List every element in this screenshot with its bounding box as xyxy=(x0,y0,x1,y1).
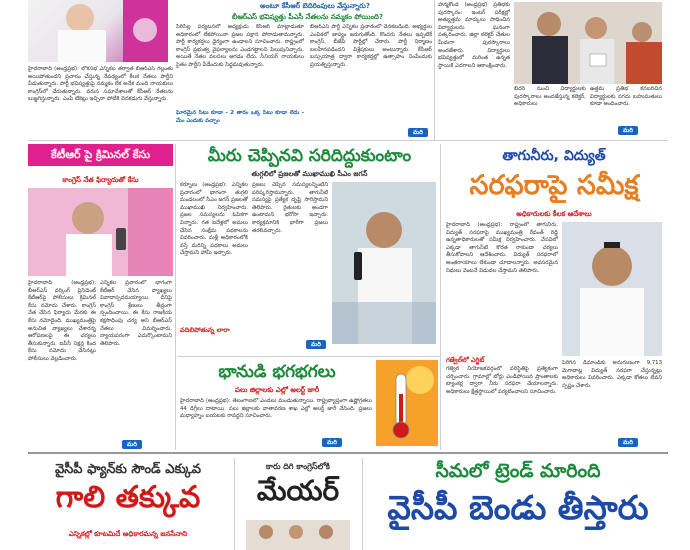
jagan-headline: మీరు చెప్పినవి సరిదిద్దుకుంటాం xyxy=(207,146,412,166)
ktr-body-col2: ఎన్నికల ప్రచారంలో భాగంగా కేటీఆర్ చేసిన వ్యాఖ్యలు వివాదాస్పదమయ్యాయి. దీనిపై కాంగ్రెస్ శ్రేణులు తీవ్రంగా స్పందించాయి. ఈ కేసు రాజకీయ కక్షసాధింపు చర్య అని బీఆర్‌ఎస్ నేతలు విమర్శించారు. న్యాయపరంగా ఎదుర్కొంటామని తెలిపారు. xyxy=(100,280,172,347)
top-mid-text-2: బీఆర్‌ఎస్ పార్టీ ఎన్నికల ప్రచారంలో వెనకబడింది. అభ్యర్థుల ఎంపికలో జాప్యం జరుగుతోంది. కొందరు నేతలు ఇప్పటికే కాంగ్రెస్, బీజేపీ పార్టీల్లో చేరారు. పార్టీ నిర్మాణం బలహీనపడిందని విశ్లేషకులు అంటున్నారు. కేసీఆర్ బస్సుయాత్ర ద్వారా కార్యకర్తల్లో ఉత్సాహం నింపేందుకు ప్రయత్నిస్తున్నారు. xyxy=(310,24,432,68)
divider xyxy=(440,144,441,450)
top-subhead-2: బీఆర్‌ఎస్ భవిష్యత్తు పీఎసీ నేతలను నమ్మకం పోయింది? xyxy=(231,13,384,21)
jagan-body-col1: కర్నూలు (ఆంధ్రప్రభ): ఎన్నికల ప్రచారంలో భాగంగా తుగ్గలి మండలంలో సీఎం జగన్ ప్రజలతో ముఖాముఖి నిర్వహించారు. ప్రజల సమస్యలను ఓపికగా విన్నారు. గత ఐదేళ్లలో అమలు చేసిన సంక్షేమ పథకాలను వివరించారు. మళ్లీ అధికారంలోకి వస్తే మరిన్ని పథకాలు అమలు చేస్తామని హామీ ఇచ్చారు. xyxy=(180,182,248,257)
sun-subheadline: పలు జిల్లాలకు ఎల్లో అలర్ట్‌ జారీ xyxy=(235,386,319,394)
jagan-subheadline: తుగ్గలిలో ప్రజలతో ముఖాముఖి సీఎం జగన్‌ xyxy=(251,170,368,178)
revanth-body-col2: గజ్వేల్ నియోజకవర్గంలో పరిస్థితిపై ప్రత్యేకంగా చర్చించారు. గ్రామాల్లో బోర్లు ఎండిపోయిన ప్రాంతాలకు ట్యాంకర్ల ద్వారా నీరు సరఫరా చేయాలన్నారు. అధికారులు క్షేత్రస్థాయిలో పర్యటించాలని సూచించారు. xyxy=(446,366,558,395)
top-right-text-2: ఉత్తమ ప్రతిభ కనబరిచిన విద్యార్థులకు నగదు బహుమతులు కూడా అందించారు. xyxy=(590,86,662,108)
top-more-button-1[interactable]: మరి xyxy=(408,128,428,137)
divider xyxy=(234,458,235,550)
bottom-mid-photo xyxy=(246,520,350,550)
ktr-subheadline: కాంగ్రెస్‌ నేత ఫిర్యాదుతో కేసు xyxy=(62,176,139,184)
jagan-body-col2: ప్రజలు చెప్పిన సమస్యలన్నింటినీ పరిష్కరిస్తామన్నారు. తాగునీటి సమస్యపై ప్రత్యేక దృష్టి సారిస్తామని తెలిపారు. రైతులకు అండగా ఉంటామని భరోసా ఇచ్చారు. కార్యక్రమానికి భారీగా ప్రజలు తరలివచ్చారు. xyxy=(252,182,328,234)
bottom-left-kicker: వైసీపీ ఫ్యాన్‌కు సౌండ్‌ ఎక్కువ xyxy=(54,462,202,477)
sun-body: హైదరాబాద్‌ (ఆంధ్రప్రభ): తెలంగాణలో ఎండలు మండుతున్నాయి. రాష్ట్రవ్యాప్తంగా ఉష్ణోగ్రతలు 44 డిగ్రీలు దాటాయి. పలు జిల్లాలకు వాతావరణ శాఖ ఎల్లో అలర్ట్ జారీ చేసింది. ప్రజలు మధ్యాహ్నం బయటకు రావద్దని సూచించారు. xyxy=(180,398,372,420)
revanth-photo xyxy=(562,222,662,356)
ktr-photo xyxy=(28,188,173,276)
divider xyxy=(28,140,668,141)
top-right-photo xyxy=(514,2,662,84)
ktr-headline: కేటీఆర్‌ పై క్రిమినల్‌ కేసు xyxy=(28,144,173,166)
top-right-photo-caption: బీదర్‌ నుంచి విద్యార్థులకు పురస్కారాలు అందజేస్తున్న కలెక్టర్, అధికారులు xyxy=(514,86,586,108)
revanth-figure: 9,713 xyxy=(646,360,662,366)
jagan-photo xyxy=(332,182,436,344)
top-mid-text-1: సిరిసిల్ల పర్యటనలో అధ్యక్షుడు కేసీఆర్ మాట్లాడుతూ అధికారంలో లేకపోయినా ప్రజల పక్షాన పోరాడుతామన్నారు. పార్టీ కార్యకర్తలు ధైర్యంగా ఉండాలని సూచించారు. రాష్ట్రంలో కాంగ్రెస్ ప్రభుత్వ వైఫల్యాలను ఎండగట్టాలని పిలుపునిచ్చారు. అయితే నేతల వలసలు ఆగడం లేదు. సీనియర్ నాయకులు సైతం పార్టీని వీడేందుకు సిద్ధమవుతున్నారు. xyxy=(176,24,304,68)
revanth-section-label: గజ్వేల్‌లో ఎగ్జిట్‌ xyxy=(446,356,485,364)
bottom-right-headline: వైసీపీ బెండు తీస్తారు xyxy=(387,488,649,527)
sun-thermometer-graphic xyxy=(376,360,438,446)
jagan-continued-label: వదిలిపోతున్న లారా xyxy=(180,326,230,334)
bottom-left-headline: గాలి తక్కువ xyxy=(55,480,201,515)
bottom-left-subheadline: ఎన్నికల్లో కూటమిదే అధికారమన్న జనసేనాని xyxy=(68,530,188,538)
divider xyxy=(434,0,435,140)
ktr-body-col1: హైదరాబాద్‌ (ఆంధ్రప్రభ): బీఆర్‌ఎస్ వర్కింగ్ ప్రెసిడెంట్ కేటీఆర్‌పై పోలీసులు క్రిమినల్ కేసు నమోదు చేశారు. కాంగ్రెస్ నేత చేసిన ఫిర్యాదు మేరకు ఈ కేసు నమోదైంది. ముఖ్యమంత్రిపై అనుచిత వ్యాఖ్యలు చేశారన్న ఆరోపణలపై ఈ చర్యలు తీసుకున్నారు. ఐపీసీ సెక్షన్ల కింద కేసు నమోదు చేసినట్లు పోలీసులు వెల్లడించారు. xyxy=(28,280,96,362)
divider xyxy=(178,356,440,357)
divider xyxy=(28,452,668,454)
top-right-text: హన్మకొండ (ఆంధ్రప్రభ) ప్రతిభకు పురస్కారం: ఇంటర్ పరీక్షల్లో అత్యుత్తమ మార్కులు సాధించిన విద్యార్థులను ఘనంగా సత్కరించారు. జిల్లా కలెక్టర్ చేతుల మీదుగా పురస్కారాలు అందజేశారు. విద్యార్థులు భవిష్యత్తులో మరింత ఉన్నత స్థాయికి ఎదగాలని ఆకాంక్షించారు. xyxy=(438,2,510,69)
revanth-headline: సరఫరాపై సమీక్ష xyxy=(469,170,639,201)
bottom-mid-headline: మేయర్ xyxy=(256,474,340,507)
revanth-body-col1: హైదరాబాద్‌ (ఆంధ్రప్రభ): రాష్ట్రంలో తాగునీరు, విద్యుత్ సరఫరాపై ముఖ్యమంత్రి రేవంత్ రెడ్డి ఉన్నతాధికారులతో సమీక్ష నిర్వహించారు. వేసవిలో ఎక్కడా తాగునీటి కొరత రాకుండా చర్యలు తీసుకోవాలని ఆదేశించారు. విద్యుత్ సరఫరాలో అంతరాయాలు లేకుండా చూడాలన్నారు. అవసరమైన నిధులు వెంటనే విడుదల చేస్తామని తెలిపారు. xyxy=(446,222,558,274)
revanth-body-col3: పెరిగిన డిమాండ్‌కు అనుగుణంగా 9,713 మెగావాట్ల విద్యుత్ సరఫరా చేస్తున్నట్లు అధికారులు వివరించారు. ఎక్కడా కోతలు లేవని స్పష్టం చేశారు. xyxy=(562,360,662,389)
revanth-kicker: తాగునీరు, విద్యుత్‌ xyxy=(502,148,606,164)
bottom-mid-kicker: కారు దిగి కాంగ్రెస్‌లోకి xyxy=(266,462,330,471)
revanth-more-button[interactable]: మరి xyxy=(618,438,638,447)
revanth-subheadline: అధికారులకు కీలక ఆదేశాలు xyxy=(516,210,592,218)
jagan-more-button[interactable]: మరి xyxy=(306,340,326,349)
bottom-right-kicker: సీమలో ట్రెండ్‌ మారింది xyxy=(435,460,601,482)
divider xyxy=(362,458,363,550)
top-left-text: హైదరాబాద్‌ (ఆంధ్రప్రభ): లోకసభ ఎన్నికల తర్వాత బీఆర్‌ఎస్‌ గల్లంతు అయిపోతుందని ప్రచారం చేస్తున్న నేపథ్యంలో కీలక నేతలు పార్టీని వీడుతున్నారు. పార్టీ భవిష్యత్తుపై నమ్మకం లేక అనేక మంది నాయకులు కాంగ్రెస్‌లో చేరుతున్నారు. వరుస సమావేశాలతో కేసీఆర్ నేతలను బుజ్జగిస్తున్నారు. ఎంపీ టికెట్లు ఇచ్చినా పోటీకి వెనకడుగు వేస్తున్నారు. xyxy=(28,66,173,103)
ktr-more-button[interactable]: మరి xyxy=(122,440,142,449)
divider xyxy=(175,144,176,450)
sun-headline: భానుడి భగభగలు xyxy=(218,362,336,382)
top-left-photo xyxy=(28,0,168,62)
top-footnote: ఘోరమైన సీటు కూడా - 2 తారం ఒక్క సీటు కూడా లేదు - మేం ఎందుకు వచ్చాం xyxy=(176,110,304,124)
top-more-button-2[interactable]: మరి xyxy=(618,126,638,135)
top-subhead-1: అంటూ కేసీఆర్ బెదిరింపులు వేస్తున్నారు? xyxy=(260,2,370,10)
sun-more-button[interactable]: మరి xyxy=(322,438,342,447)
